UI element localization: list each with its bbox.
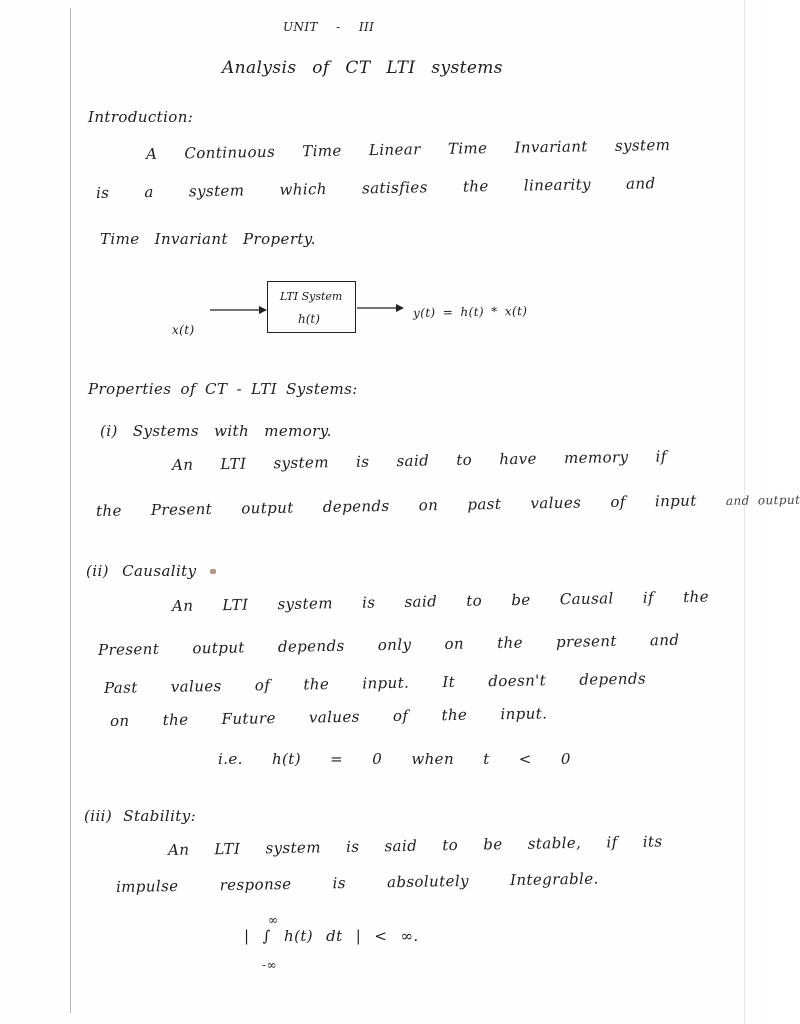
- memory-line-1: An LTI system is said to have memory if: [171, 447, 667, 474]
- causality-line-3: Past values of the input. It doesn't depends: [103, 669, 647, 697]
- stability-title: (iii) Stability:: [84, 807, 197, 825]
- memory-line-2-extra: and output: [725, 492, 800, 509]
- causality-condition: i.e. h(t) = 0 when t < 0: [218, 750, 571, 768]
- page-title: Analysis of CT LTI systems: [222, 58, 503, 78]
- unit-label: UNIT - III: [283, 20, 375, 34]
- properties-heading: Properties of CT - LTI Systems:: [88, 380, 358, 398]
- integral-lower-limit: -∞: [262, 958, 277, 972]
- causality-line-1: An LTI system is said to be Causal if the: [171, 587, 710, 615]
- intro-line-3: Time Invariant Property.: [100, 230, 316, 248]
- causality-title: (ii) Causality: [86, 562, 197, 580]
- stability-line-1: An LTI system is said to be stable, if its: [167, 832, 663, 859]
- block-label: LTI System: [280, 290, 343, 303]
- memory-title: (i) Systems with memory.: [100, 422, 332, 440]
- integral-upper-limit: ∞: [268, 913, 279, 927]
- output-equation: y(t) = h(t) * x(t): [412, 304, 528, 320]
- intro-line-2: is a system which satisfies the linearity and: [95, 174, 656, 202]
- stability-integral: | ∫ h(t) dt | < ∞.: [244, 927, 419, 945]
- causality-line-4: on the Future values of the input.: [109, 704, 548, 730]
- input-signal: x(t): [172, 323, 195, 337]
- lti-system-block: [267, 281, 356, 333]
- ink-blot: [210, 569, 216, 574]
- stability-line-2: impulse response is absolutely Integrable.: [115, 869, 599, 896]
- causality-line-2: Present output depends only on the present and: [97, 630, 680, 659]
- intro-line-1: A Continuous Time Linear Time Invariant system: [145, 135, 671, 163]
- block-impulse: h(t): [298, 312, 320, 326]
- intro-heading: Introduction:: [88, 108, 194, 126]
- memory-line-2-main: the Present output depends on past values of input: [95, 491, 697, 520]
